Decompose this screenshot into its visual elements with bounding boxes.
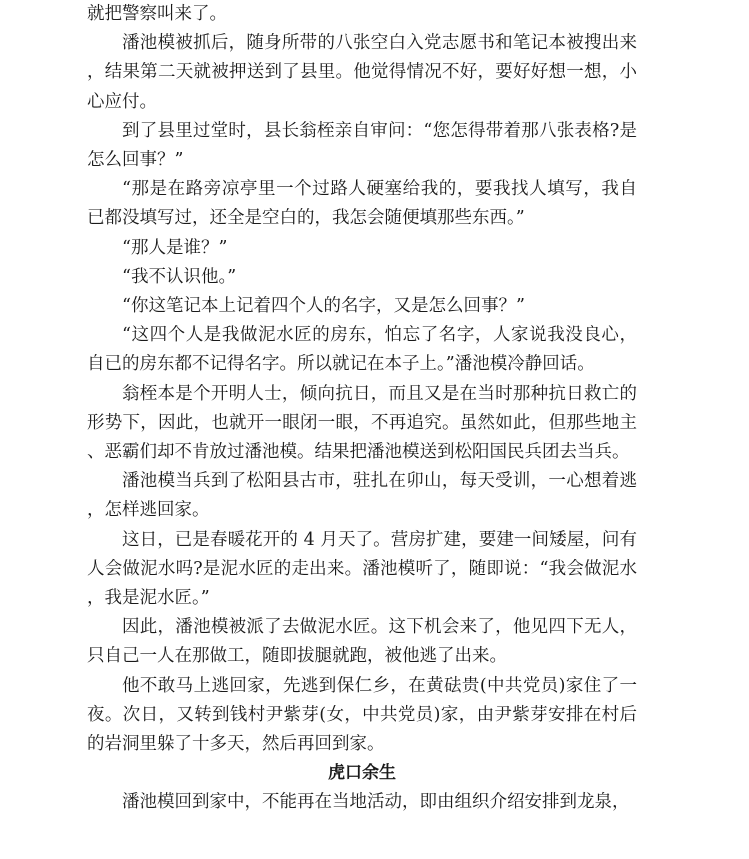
paragraph: “你这笔记本上记着四个人的名字，又是怎么回事？” xyxy=(122,296,525,317)
paragraph: 翁桎本是个开明人士，倾向抗日，而且又是在当时那种抗日救亡的形势下，因此，也就开一眼闭一眼，不再追究。虽然如此，但那些地主、恶霸们却不肯放过潘池模。结果把潘池模送到松阳国民兵团去当兵。 xyxy=(87,383,637,463)
document-page xyxy=(87,0,637,818)
paragraph: “我不认识他。” xyxy=(122,266,237,287)
paragraph: 潘池模当兵到了松阳县古市，驻扎在卯山，每天受训，一心想着逃，怎样逃回家。 xyxy=(87,471,637,521)
paragraph: “那人是谁？” xyxy=(122,237,228,258)
paragraph: “那是在路旁凉亭里一个过路人硬塞给我的，要我找人填写，我自已都没填写过，还全是空白的，我怎会随便填那些东西。” xyxy=(87,179,637,229)
paragraph: 到了县里过堂时，县长翁桎亲自审问：“您怎得带着那八张表格?是怎么回事？” xyxy=(87,120,637,171)
section-heading: 虎口余生 xyxy=(328,763,396,784)
paragraph: 因此，潘池模被派了去做泥水匠。这下机会来了，他见四下无人，只自己一人在那做工，随即拔腿就跑，被他逃了出来。 xyxy=(87,617,637,667)
paragraph: 就把警察叫来了。 xyxy=(87,4,227,24)
paragraph: 潘池模回到家中，不能再在当地活动，即由组织介绍安排到龙泉， xyxy=(122,792,630,813)
paragraph: 他不敢马上逃回家，先逃到保仁乡，在黄砝贵(中共党员)家住了一夜。次日，又转到钱村尹紫芽(女，中共党员)家，由尹紫芽安排在村后的岩洞里躲了十多天，然后再回到家。 xyxy=(87,675,637,755)
paragraph: “这四个人是我做泥水匠的房东，怕忘了名字，人家说我没良心，自已的房东都不记得名字。所以就记在本子上。”潘池模冷静回话。 xyxy=(87,325,637,375)
paragraph: 这日，已是春暖花开的 4 月天了。营房扩建，要建一间矮屋，问有人会做泥水吗?是泥水匠的走出来。潘池模听了，随即说：“我会做泥水，我是泥水匠。” xyxy=(87,529,637,609)
paragraph: 潘池模被抓后，随身所带的八张空白入党志愿书和笔记本被搜出来，结果第二天就被押送到了县里。他觉得情况不好，要好好想一想，小心应付。 xyxy=(87,33,637,112)
